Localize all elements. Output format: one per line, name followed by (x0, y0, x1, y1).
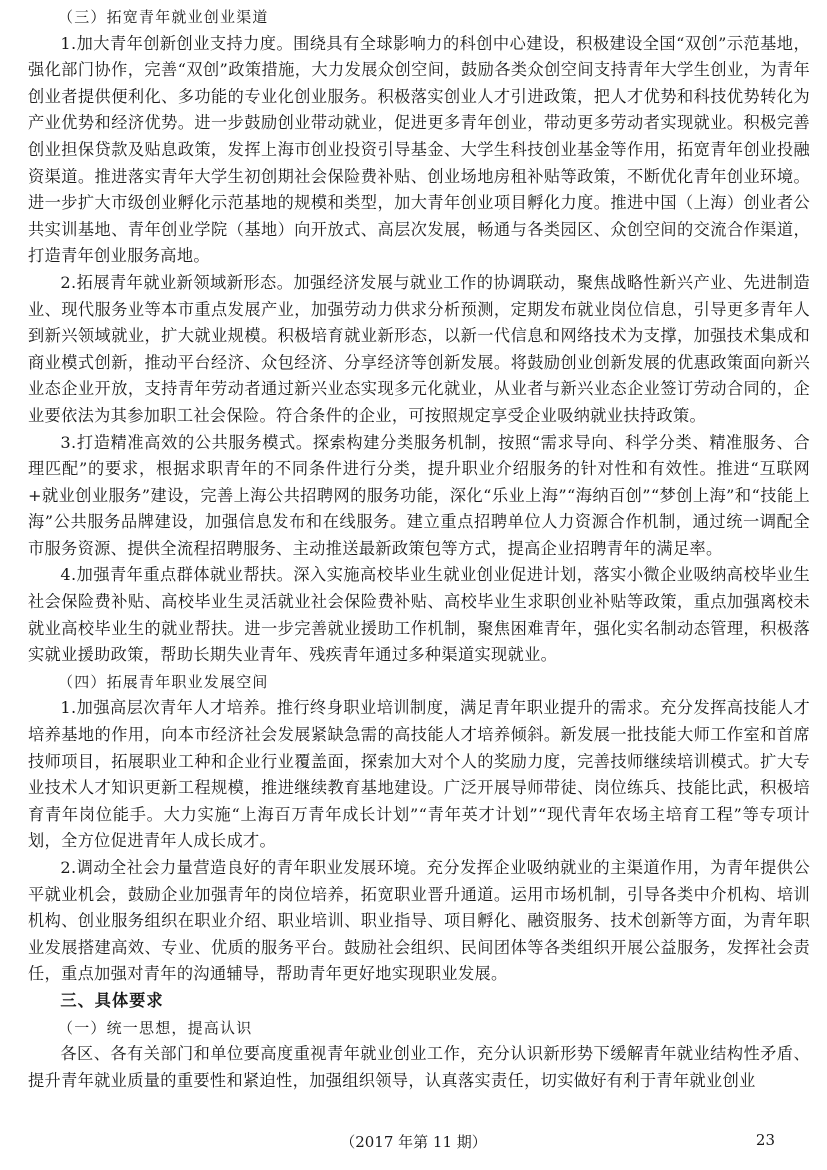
document-body (28, 4, 810, 1094)
page-footer (0, 1131, 827, 1155)
page-number: 23 (755, 1131, 775, 1149)
paragraph-talent-cultivation: 1.加强高层次青年人才培养。推行终身职业培训制度，满足青年职业提升的需求。充分发挥高技能人才培养基地的作用，向本市经济社会发展紧缺急需的高技能人才培养倾斜。新发展一批技能大师工作室和首席技师项目，拓展职业工种和企业行业覆盖面，探索加大对个人的奖励力度，完善技师继续培训模式。扩大专业技术人才知识更新工程规模，推进继续教育基地建设。广泛开展导师带徒、岗位练兵、技能比武，积极培育青年岗位能手。大力实施“上海百万青年成长计划”“青年英才计划”“现代青年农场主培育工程”等专项计划，全方位促进青年人成长成才。 (28, 698, 810, 851)
section-heading-four: （四）拓展青年职业发展空间 (58, 672, 269, 691)
paragraph-public-service-model: 3.打造精准高效的公共服务模式。探索构建分类服务机制，按照“需求导向、科学分类、精准服务、合理匹配”的要求，根据求职青年的不同条件进行分类，提升职业介绍服务的针对性和有效性。推进“互联网+就业创业服务”建设，完善上海公共招聘网的服务功能，深化“乐业上海”“海纳百创”“梦创上海”和“技能上海”公共服务品牌建设，加强信息发布和在线服务。建立重点招聘单位人力资源合作机制，通过统一调配全市服务资源、提供全流程招聘服务、主动推送最新政策包等方式，提高企业招聘青年的满足率。 (28, 432, 810, 558)
issue-label: （2017 年第 11 期） (340, 1133, 487, 1151)
paragraph-responsibility: 各区、各有关部门和单位要高度重视青年就业创业工作，充分认识新形势下缓解青年就业结构性矛盾、提升青年就业质量的重要性和紧迫性，加强组织领导，认真落实责任，切实做好有利于青年就业创业 (28, 1044, 810, 1090)
main-heading-requirements: 三、具体要求 (60, 990, 164, 1010)
paragraph-new-employment-forms: 2.拓展青年就业新领域新形态。加强经济发展与就业工作的协调联动，聚焦战略性新兴产业、先进制造业、现代服务业等本市重点发展产业，加强劳动力供求分析预测，定期发布就业岗位信息，引导更多青年人到新兴领域就业，扩大就业规模。积极培育就业新形态，以新一代信息和网络技术为支撑，加强技术集成和商业模式创新，推动平台经济、众包经济、分享经济等创新发展。将鼓励创业创新发展的优惠政策面向新兴业态企业开放，支持青年劳动者通过新兴业态实现多元化就业，从业者与新兴业态企业签订劳动合同的，企业要依法为其参加职工社会保险。符合条件的企业，可按照规定享受企业吸纳就业扶持政策。 (28, 272, 810, 425)
paragraph-key-group-assistance: 4.加强青年重点群体就业帮扶。深入实施高校毕业生就业创业促进计划，落实小微企业吸纳高校毕业生社会保险费补贴、高校毕业生灵活就业社会保险费补贴、高校毕业生求职创业补贴等政策，重点加强离校未就业高校毕业生的就业帮扶。进一步完善就业援助工作机制，聚焦困难青年，强化实名制动态管理，积极落实就业援助政策，帮助长期失业青年、残疾青年通过多种渠道实现就业。 (28, 565, 810, 665)
paragraph-innovation-support: 1.加大青年创新创业支持力度。围绕具有全球影响力的科创中心建设，积极建设全国“双创”示范基地，强化部门协作，完善“双创”政策措施，大力发展众创空间，鼓励各类众创空间支持青年大学生创业，为青年创业者提供便利化、多功能的专业化创业服务。积极落实创业人才引进政策，把人才优势和科技优势转化为产业优势和经济优势。进一步鼓励创业带动就业，促进更多青年创业，带动更多劳动者实现就业。积极完善创业担保贷款及贴息政策，发挥上海市创业投资引导基金、大学生科技创业基金等作用，拓宽青年创业投融资渠道。推进落实青年大学生初创期社会保险费补贴、创业场地房租补贴等政策，不断优化青年创业环境。进一步扩大市级创业孵化示范基地的规模和类型，加大青年创业项目孵化力度。推进中国（上海）创业者公共实训基地、青年创业学院（基地）向开放式、高层次发展，畅通与各类园区、众创空间的交流合作渠道，打造青年创业服务高地。 (28, 33, 810, 266)
section-heading-three: （三）拓宽青年就业创业渠道 (58, 8, 269, 26)
sub-heading-unify-thinking: （一）统一思想，提高认识 (58, 1018, 253, 1037)
paragraph-career-environment: 2.调动全社会力量营造良好的青年职业发展环境。充分发挥企业吸纳就业的主渠道作用，为青年提供公平就业机会，鼓励企业加强青年的岗位培养，拓宽职业晋升通道。运用市场机制，引导各类中介机构、培训机构、创业服务组织在职业介绍、职业培训、职业指导、项目孵化、融资服务、技术创新等方面，为青年职业发展搭建高效、专业、优质的服务平台。鼓励社会组织、民间团体等各类组织开展公益服务，发挥社会责任，重点加强对青年的沟通辅导，帮助青年更好地实现职业发展。 (28, 858, 810, 984)
